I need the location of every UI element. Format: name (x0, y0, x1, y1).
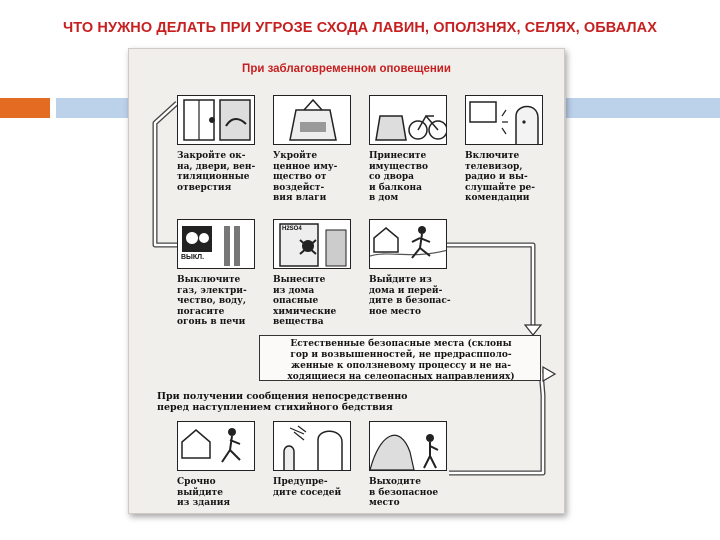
panel-bring-property (369, 95, 447, 145)
exit-building-icon (178, 422, 255, 471)
sheet-subtitle: При заблаговременном оповещении (242, 63, 451, 75)
panel-warn-neighbors (273, 421, 351, 471)
wrapped-bag-icon (274, 96, 351, 145)
panel-close-windows (177, 95, 255, 145)
panel-go-safe-place (369, 421, 447, 471)
caption-close-windows: Закройте ок- на, двери, вен- тиляционные отверстия (177, 151, 256, 193)
tv-listener-icon (466, 96, 543, 145)
panel-exit-building (177, 421, 255, 471)
panel-turn-on-tv (465, 95, 543, 145)
immediate-warning-heading: При получении сообщения непосредственно перед наступлением стихийного бедствия (157, 391, 408, 413)
caption-exit-building: Срочно выйдите из здания (177, 477, 231, 509)
running-man-icon (370, 220, 447, 269)
caption-leave-home: Выйдите из дома и перей- дите в безопас- ное место (369, 275, 451, 317)
safe-places-note (259, 335, 541, 381)
caption-bring-property: Принесите имущество со двора и балкона в дом (369, 151, 429, 204)
scanned-instruction-sheet (128, 48, 565, 514)
safe-place-icon (370, 422, 447, 471)
bag-bicycle-icon (370, 96, 447, 145)
gas-switch-icon (178, 220, 255, 269)
panel-cover-valuables (273, 95, 351, 145)
caption-turn-on-tv: Включите телевизор, радио и вы- слушайте ре- комендации (465, 151, 535, 204)
decor-bar-orange (0, 98, 50, 118)
panel-remove-chemicals (273, 219, 351, 269)
safe-places-text: Естественные безопасные места (склоны гор и возвышенностей, не предраспполо- женные к оползневому процессу и не на- ходящиеся на селеопасных направлениях) (287, 339, 515, 382)
decor-bar-blue-right (566, 98, 720, 118)
panel-turn-off-utilities (177, 219, 255, 269)
caption-cover-valuables: Укройте ценное иму- щество от воздейст- вия влаги (273, 151, 338, 204)
slide-title: ЧТО НУЖНО ДЕЛАТЬ ПРИ УГРОЗЕ СХОДА ЛАВИН, ОПОЛЗНЯХ, СЕЛЯХ, ОБВАЛАХ (62, 20, 657, 36)
warning-shout-icon (274, 422, 351, 471)
chemical-label: H2SO4 (282, 226, 302, 232)
panel-leave-home (369, 219, 447, 269)
caption-go-safe-place: Выходите в безопасное место (369, 477, 439, 509)
off-switch-label: ВЫКЛ. (181, 254, 205, 261)
decor-bar-blue-left (56, 98, 128, 118)
caption-warn-neighbors: Предупре- дите соседей (273, 477, 342, 498)
caption-turn-off-utilities: Выключите газ, электри- чество, воду, погасите огонь в печи (177, 275, 247, 328)
window-lock-icon (178, 96, 255, 145)
caption-remove-chemicals: Вынесите из дома опасные химические вещества (273, 275, 337, 328)
